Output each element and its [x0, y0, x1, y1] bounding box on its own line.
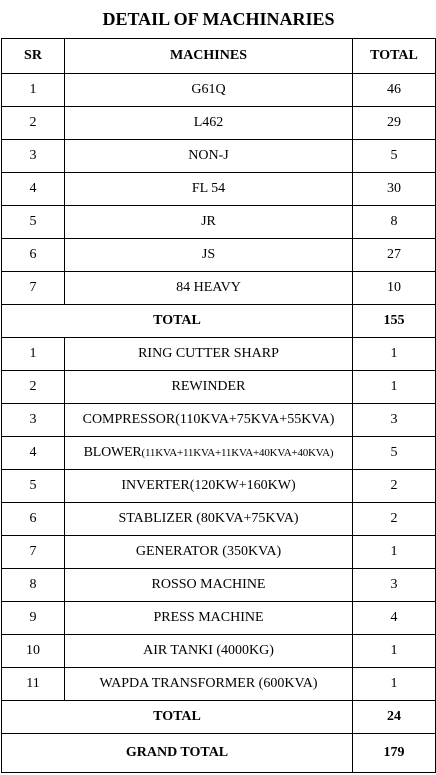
machine-cell: G61Q: [65, 74, 353, 107]
machine-cell: JR: [65, 206, 353, 239]
machine-cell: REWINDER: [65, 371, 353, 404]
subtotal-row-1: [2, 305, 436, 338]
sr-cell: 10: [2, 635, 65, 668]
total-cell: 8: [353, 206, 436, 239]
table-row: [2, 536, 436, 569]
total-cell: 2: [353, 503, 436, 536]
machine-cell: GENERATOR (350KVA): [65, 536, 353, 569]
table-row: [2, 206, 436, 239]
table-row: [2, 338, 436, 371]
sr-cell: 2: [2, 107, 65, 140]
subtotal-value: 24: [353, 701, 436, 734]
table-row: [2, 371, 436, 404]
machine-cell: RING CUTTER SHARP: [65, 338, 353, 371]
page-title: DETAIL OF MACHINARIES: [2, 0, 436, 39]
machine-cell: ROSSO MACHINE: [65, 569, 353, 602]
title-row: [2, 0, 436, 39]
sr-cell: 8: [2, 569, 65, 602]
total-cell: 46: [353, 74, 436, 107]
sr-cell: 1: [2, 338, 65, 371]
machine-detail: (11KVA+11KVA+11KVA+40KVA+40KVA): [141, 447, 334, 459]
total-cell: 3: [353, 404, 436, 437]
total-cell: 1: [353, 635, 436, 668]
total-cell: 1: [353, 668, 436, 701]
machine-cell: AIR TANKI (4000KG): [65, 635, 353, 668]
grand-total-label: GRAND TOTAL: [2, 734, 353, 773]
total-cell: 29: [353, 107, 436, 140]
machine-name: BLOWER: [83, 445, 142, 460]
sr-cell: 5: [2, 470, 65, 503]
total-cell: 10: [353, 272, 436, 305]
machine-cell: 84 HEAVY: [65, 272, 353, 305]
table-row: [2, 272, 436, 305]
table-row: [2, 107, 436, 140]
machinery-table: [1, 0, 436, 773]
table-row: [2, 668, 436, 701]
table-row: [2, 602, 436, 635]
subtotal-label: TOTAL: [2, 305, 353, 338]
subtotal-value: 155: [353, 305, 436, 338]
sr-cell: 4: [2, 173, 65, 206]
sr-cell: 3: [2, 404, 65, 437]
total-cell: 1: [353, 371, 436, 404]
table-row: [2, 404, 436, 437]
machine-cell: PRESS MACHINE: [65, 602, 353, 635]
table-body: [2, 0, 436, 773]
total-cell: 27: [353, 239, 436, 272]
sr-cell: 11: [2, 668, 65, 701]
machine-cell: WAPDA TRANSFORMER (600KVA): [65, 668, 353, 701]
subtotal-row-2: [2, 701, 436, 734]
sr-cell: 7: [2, 536, 65, 569]
machine-cell: [65, 437, 353, 470]
sr-cell: 1: [2, 74, 65, 107]
table-row: [2, 173, 436, 206]
table-row: [2, 569, 436, 602]
sr-cell: 5: [2, 206, 65, 239]
sr-cell: 6: [2, 503, 65, 536]
subtotal-label: TOTAL: [2, 701, 353, 734]
table-row: [2, 470, 436, 503]
table-row: [2, 74, 436, 107]
total-cell: 4: [353, 602, 436, 635]
total-cell: 30: [353, 173, 436, 206]
table-row: [2, 140, 436, 173]
table-row: [2, 437, 436, 470]
total-cell: 5: [353, 437, 436, 470]
sr-cell: 6: [2, 239, 65, 272]
header-total: TOTAL: [353, 39, 436, 74]
table-row: [2, 635, 436, 668]
sr-cell: 2: [2, 371, 65, 404]
sr-cell: 3: [2, 140, 65, 173]
grand-total-value: 179: [353, 734, 436, 773]
machine-cell: L462: [65, 107, 353, 140]
table-row: [2, 503, 436, 536]
sr-cell: 4: [2, 437, 65, 470]
total-cell: 5: [353, 140, 436, 173]
total-cell: 1: [353, 536, 436, 569]
machine-cell: NON-J: [65, 140, 353, 173]
machine-cell: FL 54: [65, 173, 353, 206]
machine-cell: INVERTER(120KW+160KW): [65, 470, 353, 503]
total-cell: 3: [353, 569, 436, 602]
table-row: [2, 239, 436, 272]
header-machines: MACHINES: [65, 39, 353, 74]
header-sr: SR: [2, 39, 65, 74]
machine-cell: STABLIZER (80KVA+75KVA): [65, 503, 353, 536]
grand-total-row: [2, 734, 436, 773]
sr-cell: 7: [2, 272, 65, 305]
total-cell: 2: [353, 470, 436, 503]
total-cell: 1: [353, 338, 436, 371]
machine-cell: COMPRESSOR(110KVA+75KVA+55KVA): [65, 404, 353, 437]
machine-cell: JS: [65, 239, 353, 272]
header-row: [2, 39, 436, 74]
sr-cell: 9: [2, 602, 65, 635]
